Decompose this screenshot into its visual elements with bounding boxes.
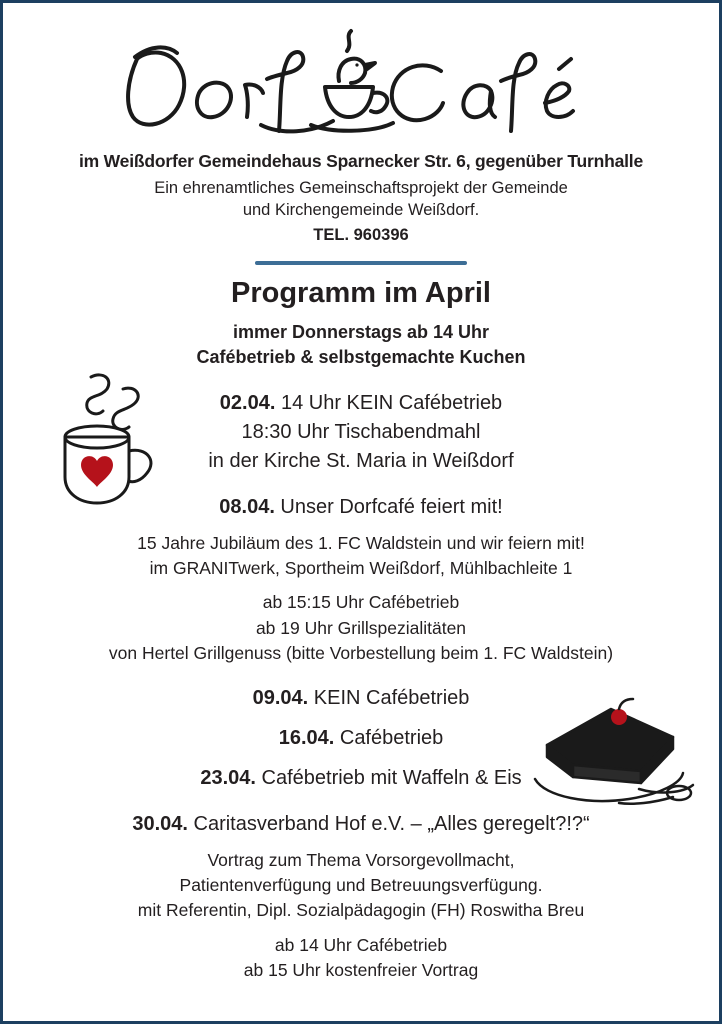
entry-date: 08.04. [219, 495, 275, 518]
entry-detail-line: ab 19 Uhr Grillspezialitäten [255, 617, 467, 638]
phone-line: TEL. 960396 [313, 225, 409, 244]
entry-text: 14 Uhr KEIN Cafébetrieb [275, 391, 503, 414]
entry-08-04 [29, 493, 693, 667]
subtitle-line-1: Ein ehrenamtliches Gemeinschaftsprojekt der Gemeinde [154, 179, 568, 197]
entry-extra-line: in der Kirche St. Maria in Weißdorf [208, 449, 514, 472]
entry-date: 30.04. [132, 812, 188, 835]
subtitle-line-2: und Kirchengemeinde Weißdorf. [242, 200, 480, 219]
coffee-cup-icon [45, 365, 173, 515]
entry-detail-line: im GRANITwerk, Sportheim Weißdorf, Mühlbachleite 1 [149, 558, 573, 578]
program-subtitle-1: immer Donnerstags ab 14 Uhr [232, 321, 490, 342]
entry-date: 16.04. [278, 726, 335, 749]
entry-text: Caritasverband Hof e.V. – „Alles geregelt?!?“ [187, 812, 590, 835]
program-subtitle-2: Cafébetrieb & selbstgemachte Kuchen [196, 347, 526, 368]
entry-30-04 [29, 810, 693, 984]
spacer [29, 581, 693, 590]
cake-slice-icon [533, 693, 701, 811]
address-line: im Weißdorfer Gemeindehaus Sparnecker Str. 6, gegenüber Turnhalle [78, 151, 643, 171]
entry-text: Cafébetrieb [334, 726, 444, 749]
poster-content [3, 3, 719, 1021]
spacer [29, 669, 693, 684]
dorf-cafe-logo [29, 21, 693, 149]
spacer [29, 522, 693, 531]
logo-script-art [111, 21, 611, 149]
entry-detail-line: 15 Jahre Jubiläum des 1. FC Waldstein und wir feiern mit! [137, 532, 585, 553]
spacer [29, 839, 693, 848]
entry-detail-line: ab 15 Uhr kostenfreier Vortrag [243, 960, 479, 980]
entry-detail-line: mit Referentin, Dipl. Sozialpädagogin (FH) Roswitha Breu [137, 900, 585, 921]
entry-text: KEIN Cafébetrieb [308, 686, 470, 709]
entry-text: Unser Dorfcafé feiert mit! [274, 495, 503, 518]
entry-detail-line: ab 15:15 Uhr Cafébetrieb [262, 592, 460, 613]
spacer [29, 924, 693, 933]
entry-detail-line: Vortrag zum Thema Vorsorgevollmacht, [207, 849, 515, 870]
entry-extra-line: 18:30 Uhr Tischabendmahl [241, 420, 481, 443]
entry-detail-line: Patientenverfügung und Betreuungsverfügung. [179, 874, 543, 895]
entry-detail-line: von Hertel Grillgenuss (bitte Vorbestellung beim 1. FC Waldstein) [108, 643, 614, 664]
entry-detail-line: ab 14 Uhr Cafébetrieb [274, 934, 448, 955]
entry-date: 23.04. [200, 766, 256, 789]
divider [255, 261, 467, 265]
entry-headline [29, 810, 693, 839]
entry-text: Cafébetrieb mit Waffeln & Eis [255, 766, 522, 789]
entry-date: 02.04. [219, 391, 276, 414]
entry-date: 09.04. [252, 686, 309, 709]
program-title: Programm im April [231, 276, 491, 309]
